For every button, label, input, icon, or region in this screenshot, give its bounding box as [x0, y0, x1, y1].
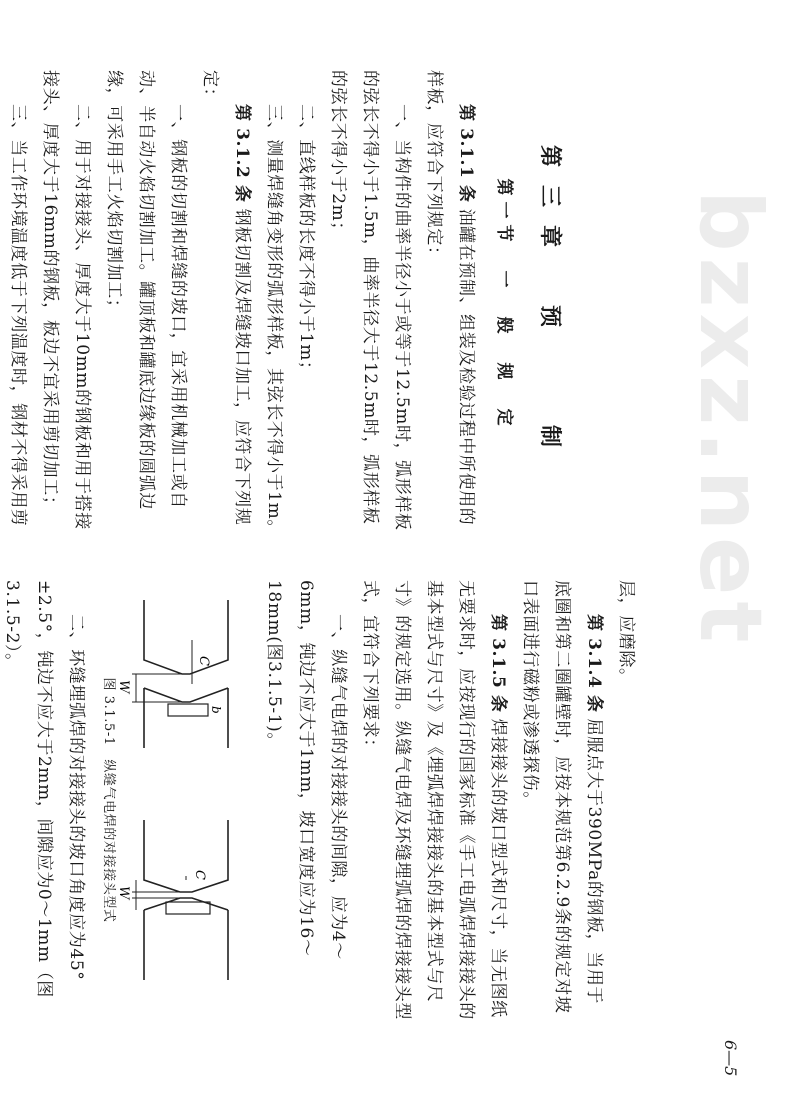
continuation-text: 层，应磨除。 [616, 580, 636, 686]
page-number: 6—5 [721, 1040, 740, 1077]
chapter-title: 第三章 预 制 [537, 144, 563, 465]
clause-3-1-2 [194, 70, 258, 540]
clause-3-1-1 [418, 70, 482, 540]
list-item: 三、当工作环境温度低于下列温度时，钢材不得采用剪 [8, 104, 28, 527]
list-item: 三、测量焊缝角变形的弧形样板，其弦长不得小于1m。 [264, 104, 284, 537]
figure-caption: 图 3.1.5-1 纵缝气电焊的对接接头型式 [101, 677, 116, 923]
clause-3-1-5 [354, 580, 514, 1020]
clause-text: 钢板切割及焊缝坡口加工，应符合下列规定： [200, 70, 252, 526]
list-item: 一、纵缝气电焊的对接接头的间隙，应为4～6mm，钝边不应大于1mm，坡口宽度应为16～18mm(图3.1.5-1)。 [264, 580, 348, 960]
list-item: 二、直线样板的长度不得小于1m； [296, 104, 316, 379]
label-b: b [209, 706, 223, 715]
list-item: 二、环缝埋弧焊的对接接头的坡口角度应为45°±2.5°，钝边不应大于2mm，间隙应为0～1mm（图3.1.5-2）。 [2, 580, 86, 998]
section-title: 第一节 一 般 规 定 [494, 178, 514, 432]
clause-label: 第 3.1.1 条 [456, 104, 476, 203]
clause-label: 第 3.1.5 条 [488, 614, 508, 713]
list-item: 二、用于对接接头、厚度大于10mm的钢板和用于搭接接头、厚度大于16mm的钢板，板边不宜采用剪切加工； [40, 70, 92, 530]
clause-label: 第 3.1.4 条 [584, 614, 604, 713]
clause-text: 屈服点大于390MPa的钢板，当用于底圈和第二圈罐壁时，应按本规范第6.2.9条的规定对坡口表面进行磁粉或渗透探伤。 [520, 580, 604, 1014]
watermark: bzxz.net [680, 190, 780, 649]
list-item: 一、当构件的曲率半径小于或等于12.5m时，弧形样板的弦长不得小于1.5m，曲率半径大于12.5m时，弧形样板的弦长不得小于2m； [328, 70, 412, 531]
label-c: C [196, 656, 211, 667]
clause-text: 焊接接头的坡口型式和尺寸，当无图纸无要求时，应按现行的国家标准《手工电弧焊焊接接头的基本型式与尺寸》及《埋弧焊焊接接头的基本型式与尺寸》的规定选用。纵缝气电焊及环缝埋弧焊的焊接接头型式，宜符合下列要求： [360, 580, 508, 1020]
clause-text: 油罐在预制、组装及检验过程中所使用的样板，应符合下列规定： [424, 70, 476, 526]
weld-joint-diagram-1 [118, 580, 248, 1020]
clause-label: 第 3.1.2 条 [232, 104, 252, 203]
label-w: W [116, 886, 131, 900]
list-item: 一、钢板的切割和焊缝的坡口，宜采用机械加工或自动、半自动火焰切割加工。罐顶板和罐底边缘板的圆弧边缘，可采用手工火焰切割加工； [104, 70, 188, 510]
label-c: C [192, 870, 207, 881]
label-w: W [116, 680, 131, 694]
right-column [0, 580, 642, 1020]
figure-3-1-5-1 [98, 580, 248, 1020]
left-column [0, 70, 572, 540]
clause-3-1-4 [514, 580, 610, 1020]
